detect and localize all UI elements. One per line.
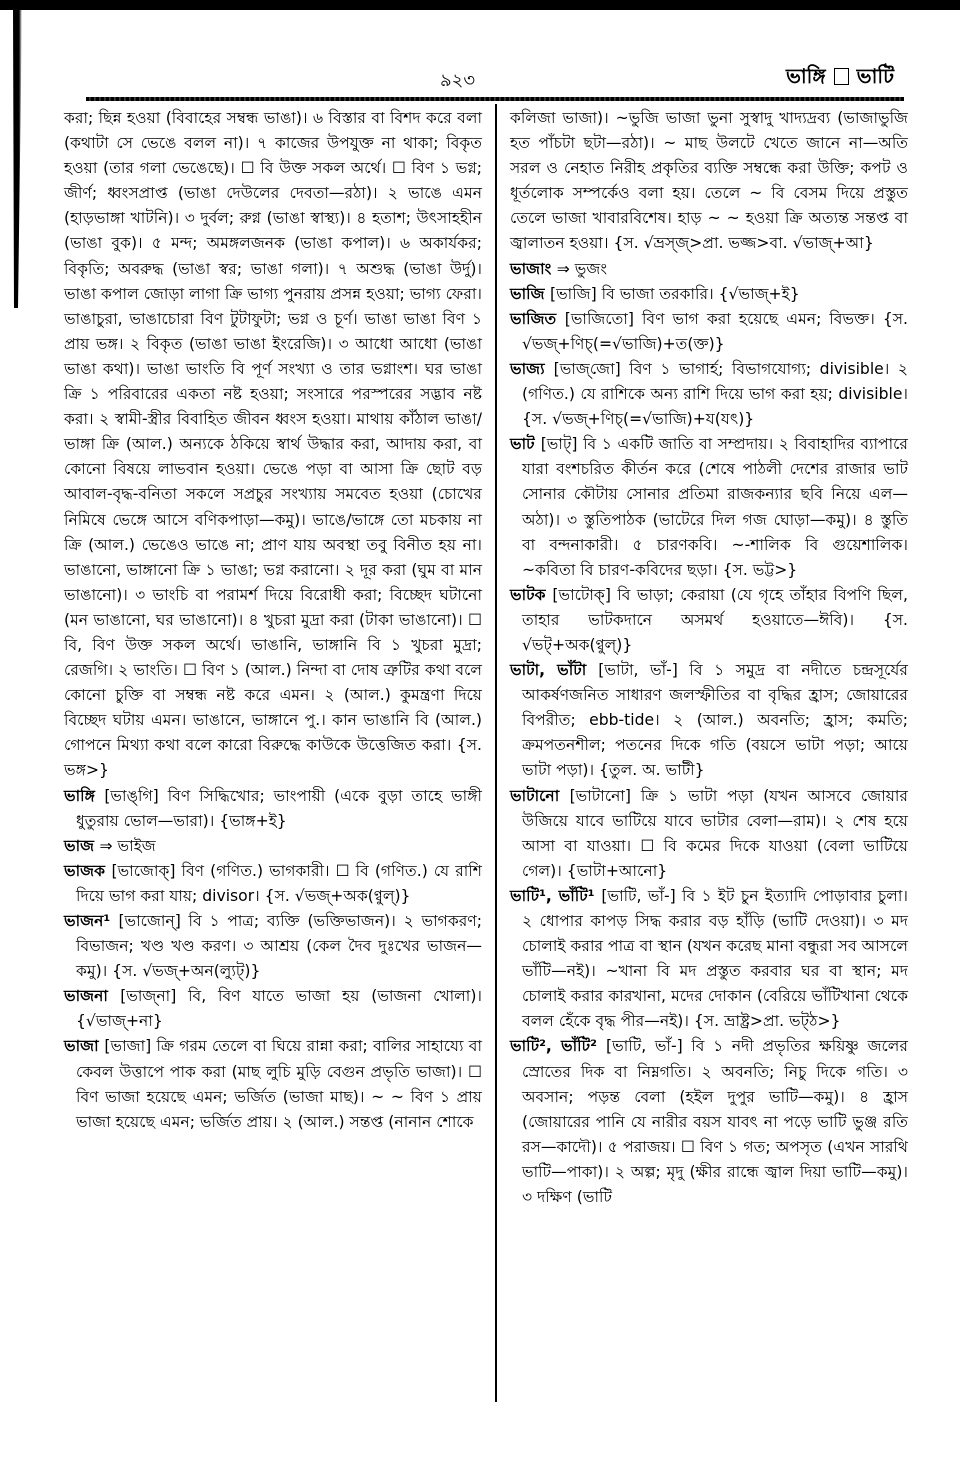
headword: ভাটক [510, 585, 553, 604]
running-head [786, 62, 894, 95]
header-rule [86, 97, 904, 101]
dictionary-entry: ভাজি [ভাজি] বি ভাজা তরকারি। {√ভাজ্+ই} [510, 284, 800, 303]
headword: ভাজনা [64, 987, 121, 1006]
guide-word-first: ভাঙ্গি [785, 64, 826, 88]
headword: ভাটানো [510, 786, 570, 805]
headword: ভাঙ্গি [64, 786, 105, 805]
dictionary-entry: কলিজা ভাজা)। ~ভুজি ভাজা ভুনা সুস্বাদু খাদ্যদ্রব্য (ভাজাভুজি হত পাঁচটা ছটা—রঠা)। ~ মাছ উলটে খেতে জানে না—অতি সরল ও নেহাত নিরীহ প্রকৃতির ব্যক্তি সম্বন্ধে করা উক্তি; কপট ও ধূর্তলোক সম্পর্কেও বলা হয়। তেলে ~ বি বেসম দিয়ে প্রস্তুত তেলে ভাজা খাবারবিশেষ। হাড় ~ ~ হওয়া ক্রি অত্যন্ত সন্তপ্ত বা জ্বালাতন হওয়া। {স. √ভ্রস্‌জ্>প্রা. ভজ্জ>বা. √ভাজ্+আ} [510, 109, 908, 253]
column-divider [495, 104, 497, 1402]
headword: ভাজিত [510, 309, 565, 328]
headword: ভাজন¹ [64, 912, 119, 930]
dictionary-entry: ভাটি², ভাঁটি² [ভাটি, ভাঁ-] বি ১ নদী প্রভৃতির ক্ষয়িষ্ণু জলের স্রোতের দিক বা নিম্নগতি। ২ অবনতি; নিচু দিকে গতি। ৩ অবসান; পড়ন্ত বেলা (হইল দুপুর ভাটি—কমু)। ৪ হ্রাস (জোয়ারের পানি যে নারীর বয়স যাবৎ না পড়ে ভাটি ভুঞ্জ রতি রস—কাদৌ)। ৫ পরাজয়। ☐ বিণ ১ গত; অপসৃত (এখন সারথি ভাটি—পাকা)। ২ অল্প; মৃদু (ক্ষীর রান্ধে জ্বাল দিয়া ভাটি—কমু)। ৩ দক্ষিণ (ভাটি [510, 1037, 909, 1207]
headword: ভাট [510, 435, 541, 454]
headword: ভাজক [64, 861, 112, 880]
dictionary-entry: ভাজা [ভাজা] ক্রি গরম তেলে বা ঘিয়ে রান্না করা; বালির সাহায্যে বা কেবল উত্তাপে পাক করা (মাছ লুচি মুড়ি বেগুন প্রভৃতি ভাজা)। ☐ বিণ ভাজা হয়েছে এমন; ভর্জিত (ভাজা মাছ)। ~ ~ বিণ ১ প্রায় ভাজা হয়েছে এমন; ভর্জিত প্রায়। ২ (আল.) সন্তপ্ত (নানান শোকে [64, 1037, 483, 1131]
left-column [64, 106, 482, 1135]
headword: ভাজি [510, 284, 550, 303]
dictionary-entry: ভাটা, ভাঁটা [ভাটা, ভাঁ-] বি ১ সমুদ্র বা নদীতে চন্দ্রসূর্যের আকর্ষণজনিত সাধারণ জলস্ফীতির বা বৃদ্ধির হ্রাস; জোয়ারের বিপরীত; ebb-tide। ২ (আল.) অবনতি; হ্রাস; কমতি; ক্রমপতনশীল; পতনের দিকে গতি (বয়সে ভাটা পড়া; আয়ে ভাটা পড়া)। {তুল. অ. ভাটী} [510, 661, 908, 780]
right-column [510, 106, 908, 1210]
dictionary-entry: ভাজিত [ভাজিতো] বিণ ভাগ করা হয়েছে এমন; বিভক্ত। {স. √ভজ্+ণিচ্(=√ভাজি)+ত(ক্ত)} [510, 309, 909, 353]
headword: ভাটা, ভাঁটা [510, 661, 599, 680]
dictionary-entry: ভাজাং ⇒ ভুজং [510, 259, 608, 278]
dictionary-entry: ভাটানো [ভাটানো] ক্রি ১ ভাটা পড়া (যখন আসবে জোয়ার উজিয়ে যাবে ভাটিয়ে যাবে ভাটার বেলা—রাম)। ২ শেষ হয়ে আসা বা যাওয়া। ☐ বি কমের দিকে যাওয়া (বেলা ভাটিয়ে গেল)। {ভাটা+আনো} [510, 786, 909, 880]
box-separator-icon [834, 68, 849, 85]
dictionary-entry: ভাজনা [ভাজ্‌না] বি, বিণ যাতে ভাজা হয় (ভাজনা খোলা)। {√ভাজ্+না} [64, 987, 482, 1031]
dictionary-entry: করা; ছিন্ন হওয়া (বিবাহের সম্বন্ধ ভাঙা)। ৬ বিস্তার বা বিশদ করে বলা (কথাটা সে ভেঙে বলল না)। ৭ কাজের উপযুক্ত না থাকা; বিকৃত হওয়া (তার গলা ভেঙেছে)। ☐ বি উক্ত সকল অর্থে। ☐ বিণ ১ ভগ্ন; জীর্ণ; ধ্বংসপ্রাপ্ত (ভাঙা দেউলের দেবতা—রঠা)। ২ ভাঙে এমন (হাড়ভাঙ্গা খাটনি)। ৩ দুর্বল; রুগ্ন (ভাঙা স্বাস্থ্য)। ৪ হতাশ; উৎসাহহীন (ভাঙা বুক)। ৫ মন্দ; অমঙ্গলজনক (ভাঙা কপাল)। ৬ অকার্যকর; বিকৃতি; অবরুদ্ধ (ভাঙা স্বর; ভাঙা গলা)। ৭ অশুদ্ধ (ভাঙা উর্দু)। ভাঙা কপাল জোড়া লাগা ক্রি ভাগ্য পুনরায় প্রসন্ন হওয়া; ভাগ্য ফেরা। ভাঙাচুরা, ভাঙাচোরা বিণ টুটাফুটা; ভগ্ন ও চূর্ণ। ভাঙা ভাঙা বিণ ১ প্রায় ভঙ্গ। ২ বিকৃত (ভাঙা ভাঙা ইংরেজি)। ৩ আধো আধো (ভাঙা ভাঙা কথা)। ভাঙা ভাংতি বি পূর্ণ সংখ্যা ও তার ভগ্নাংশ। ঘর ভাঙা ক্রি ১ পরিবারের একতা নষ্ট হওয়া; সংসারে পরস্পরের সদ্ভাব নষ্ট করা। ২ স্বামী-স্ত্রীর বিবাহিত জীবন ধ্বংস হওয়া। মাথায় কাঁঠাল ভাঙা/ভাঙ্গা ক্রি (আল.) অন্যকে ঠকিয়ে স্বার্থ উদ্ধার করা, আদায় করা, বা কোনো বিষয়ে লাভবান হওয়া। ভেঙে পড়া বা আসা ক্রি ছোট বড় আবাল-বৃদ্ধ-বনিতা সকলে সপ্রচুর সংখ্যায় সমবেত হওয়া (চোখের নিমিষে ভেঙ্গে আসে বণিকপাড়া—কমু)। ভাঙে/ভাঙ্গে তো মচকায় না ক্রি (আল.) ভেঙেও ভাঙে না; প্রাণ যায় অবস্থা তবু বিনীত হয় না। ভাঙানো, ভাঙ্গানো ক্রি ১ ভাঙা; ভগ্ন করানো। ২ দূর করা (ঘুম বা মান ভাঙানো)। ৩ ভাংচি বা পরামর্শ দিয়ে বিরোধী করা; বিচ্ছেদ ঘটানো (মন ভাঙানো, ঘর ভাঙানো)। ৪ খুচরা মুদ্রা করা (টাকা ভাঙানো)। ☐ বি, বিণ উক্ত সকল অর্থে। ভাঙানি, ভাঙ্গানি বি ১ খুচরা মুদ্রা; রেজগি। ২ ভাংতি। ☐ বিণ ১ (আল.) নিন্দা বা দোষ ত্রুটির কথা বলে কোনো চুক্তি বা সম্বন্ধ নষ্ট করে এমন। ২ (আল.) কুমন্ত্রণা দিয়ে বিচ্ছেদ ঘটায় এমন। ভাঙানে, ভাঙ্গানে পু.। কান ভাঙানি বি (আল.) গোপনে মিথ্যা কথা বলে কারো বিরুদ্ধে কাউকে উত্তেজিত করা। {স. ভঙ্গ>} [64, 109, 482, 780]
headword: ভাটি¹, ভাঁটি¹ [510, 886, 602, 905]
dictionary-entry: ভাজ্য [ভাজ্‌জো] বিণ ১ ভাগার্হ; বিভাগযোগ্য; divisible। ২ (গণিত.) যে রাশিকে অন্য রাশি দিয়ে ভাগ করা হয়; divisible। {স. √ভজ্+ণিচ্(=√ভাজি)+য(যৎ)} [510, 359, 909, 429]
headword: ভাজাং [510, 259, 557, 278]
headword: ভাজা [64, 1037, 105, 1056]
page-number: ৯২৩ [440, 70, 476, 91]
scan-binding-shadow [12, 8, 22, 308]
dictionary-entry: ভাট [ভাট্] বি ১ একটি জাতি বা সম্প্রদায়। ২ বিবাহাদির ব্যাপারে যারা বংশচরিত কীর্তন করে (শেষে পাঠলী দেশের রাজার ভাট সোনার কৌটায় সোনার প্রতিমা রাজকন্যার ছবি নিয়ে এল—অঠা)। ৩ স্তুতিপাঠক (ভাটেরে দিল গজ ঘোড়া—কমু)। ৪ স্তুতি বা বন্দনাকারী। ৫ চারণকবি। ~-শালিক বি গুয়েশালিক। ~কবিতা বি চারণ-কবিদের ছড়া। {স. ভট্ট>} [510, 435, 908, 579]
headword: ভাজ্য [510, 359, 554, 378]
dictionary-entry: ভাজন¹ [ভাজোন্] বি ১ পাত্র; ব্যক্তি (ভক্তিভাজন)। ২ ভাগকরণ; বিভাজন; খণ্ড খণ্ড করণ। ৩ আশ্রয় (কেল দৈব দুঃখের ভাজন—কমু)। {স. √ভজ্+অন(ল্যুট্)} [64, 912, 482, 981]
dictionary-entry: ভাজ ⇒ ভাইজ [64, 836, 156, 855]
dictionary-entry: ভাটক [ভাটোক্] বি ভাড়া; কেরায়া (যে গৃহে তাঁহার বিপণি ছিল, তাহার ভাটকদানে অসমর্থ হওয়াতে—ঈবি)। {স. √ভট্+অক(ণ্বুল্)} [510, 585, 908, 654]
dictionary-entry: ভাঙ্গি [ভাঙ্‌গি] বিণ সিদ্ধিখোর; ভাংপায়ী (একে বুড়া তাহে ভাঙ্গী ধুতুরায় ভোল—ভারা)। {ভাঙ্গ+ই} [64, 786, 482, 830]
dictionary-entry: ভাজক [ভাজোক্] বিণ (গণিত.) ভাগকারী। ☐ বি (গণিত.) যে রাশি দিয়ে ভাগ করা যায়; divisor। {স. √ভজ্+অক(ণ্বুল্)} [64, 861, 482, 905]
headword: ভাটি², ভাঁটি² [510, 1037, 607, 1056]
headword: ভাজ [64, 836, 100, 855]
guide-word-last: ভাটি [856, 64, 894, 88]
scan-top-border [0, 0, 960, 10]
dictionary-entry: ভাটি¹, ভাঁটি¹ [ভাটি, ভাঁ-] বি ১ ইট চুন ইত্যাদি পোড়াবার চুলা। ২ ধোপার কাপড় সিদ্ধ করার বড় হাঁড়ি (ভাটি দেওয়া)। ৩ মদ চোলাই করার পাত্র বা স্থান (যখন করেছ মানা বন্ধুরা সব আসলে ভাঁটি—নই)। ~খানা বি মদ প্রস্তুত করবার ঘর বা স্থান; মদ চোলাই করার কারখানা, মদের দোকান (বেরিয়ে ভাঁটিখানা থেকে বলল হেঁকে বৃদ্ধ পীর—নই)। {স. ভ্রাষ্ট্র>প্রা. ভট্‌ঠ>} [510, 886, 909, 1031]
